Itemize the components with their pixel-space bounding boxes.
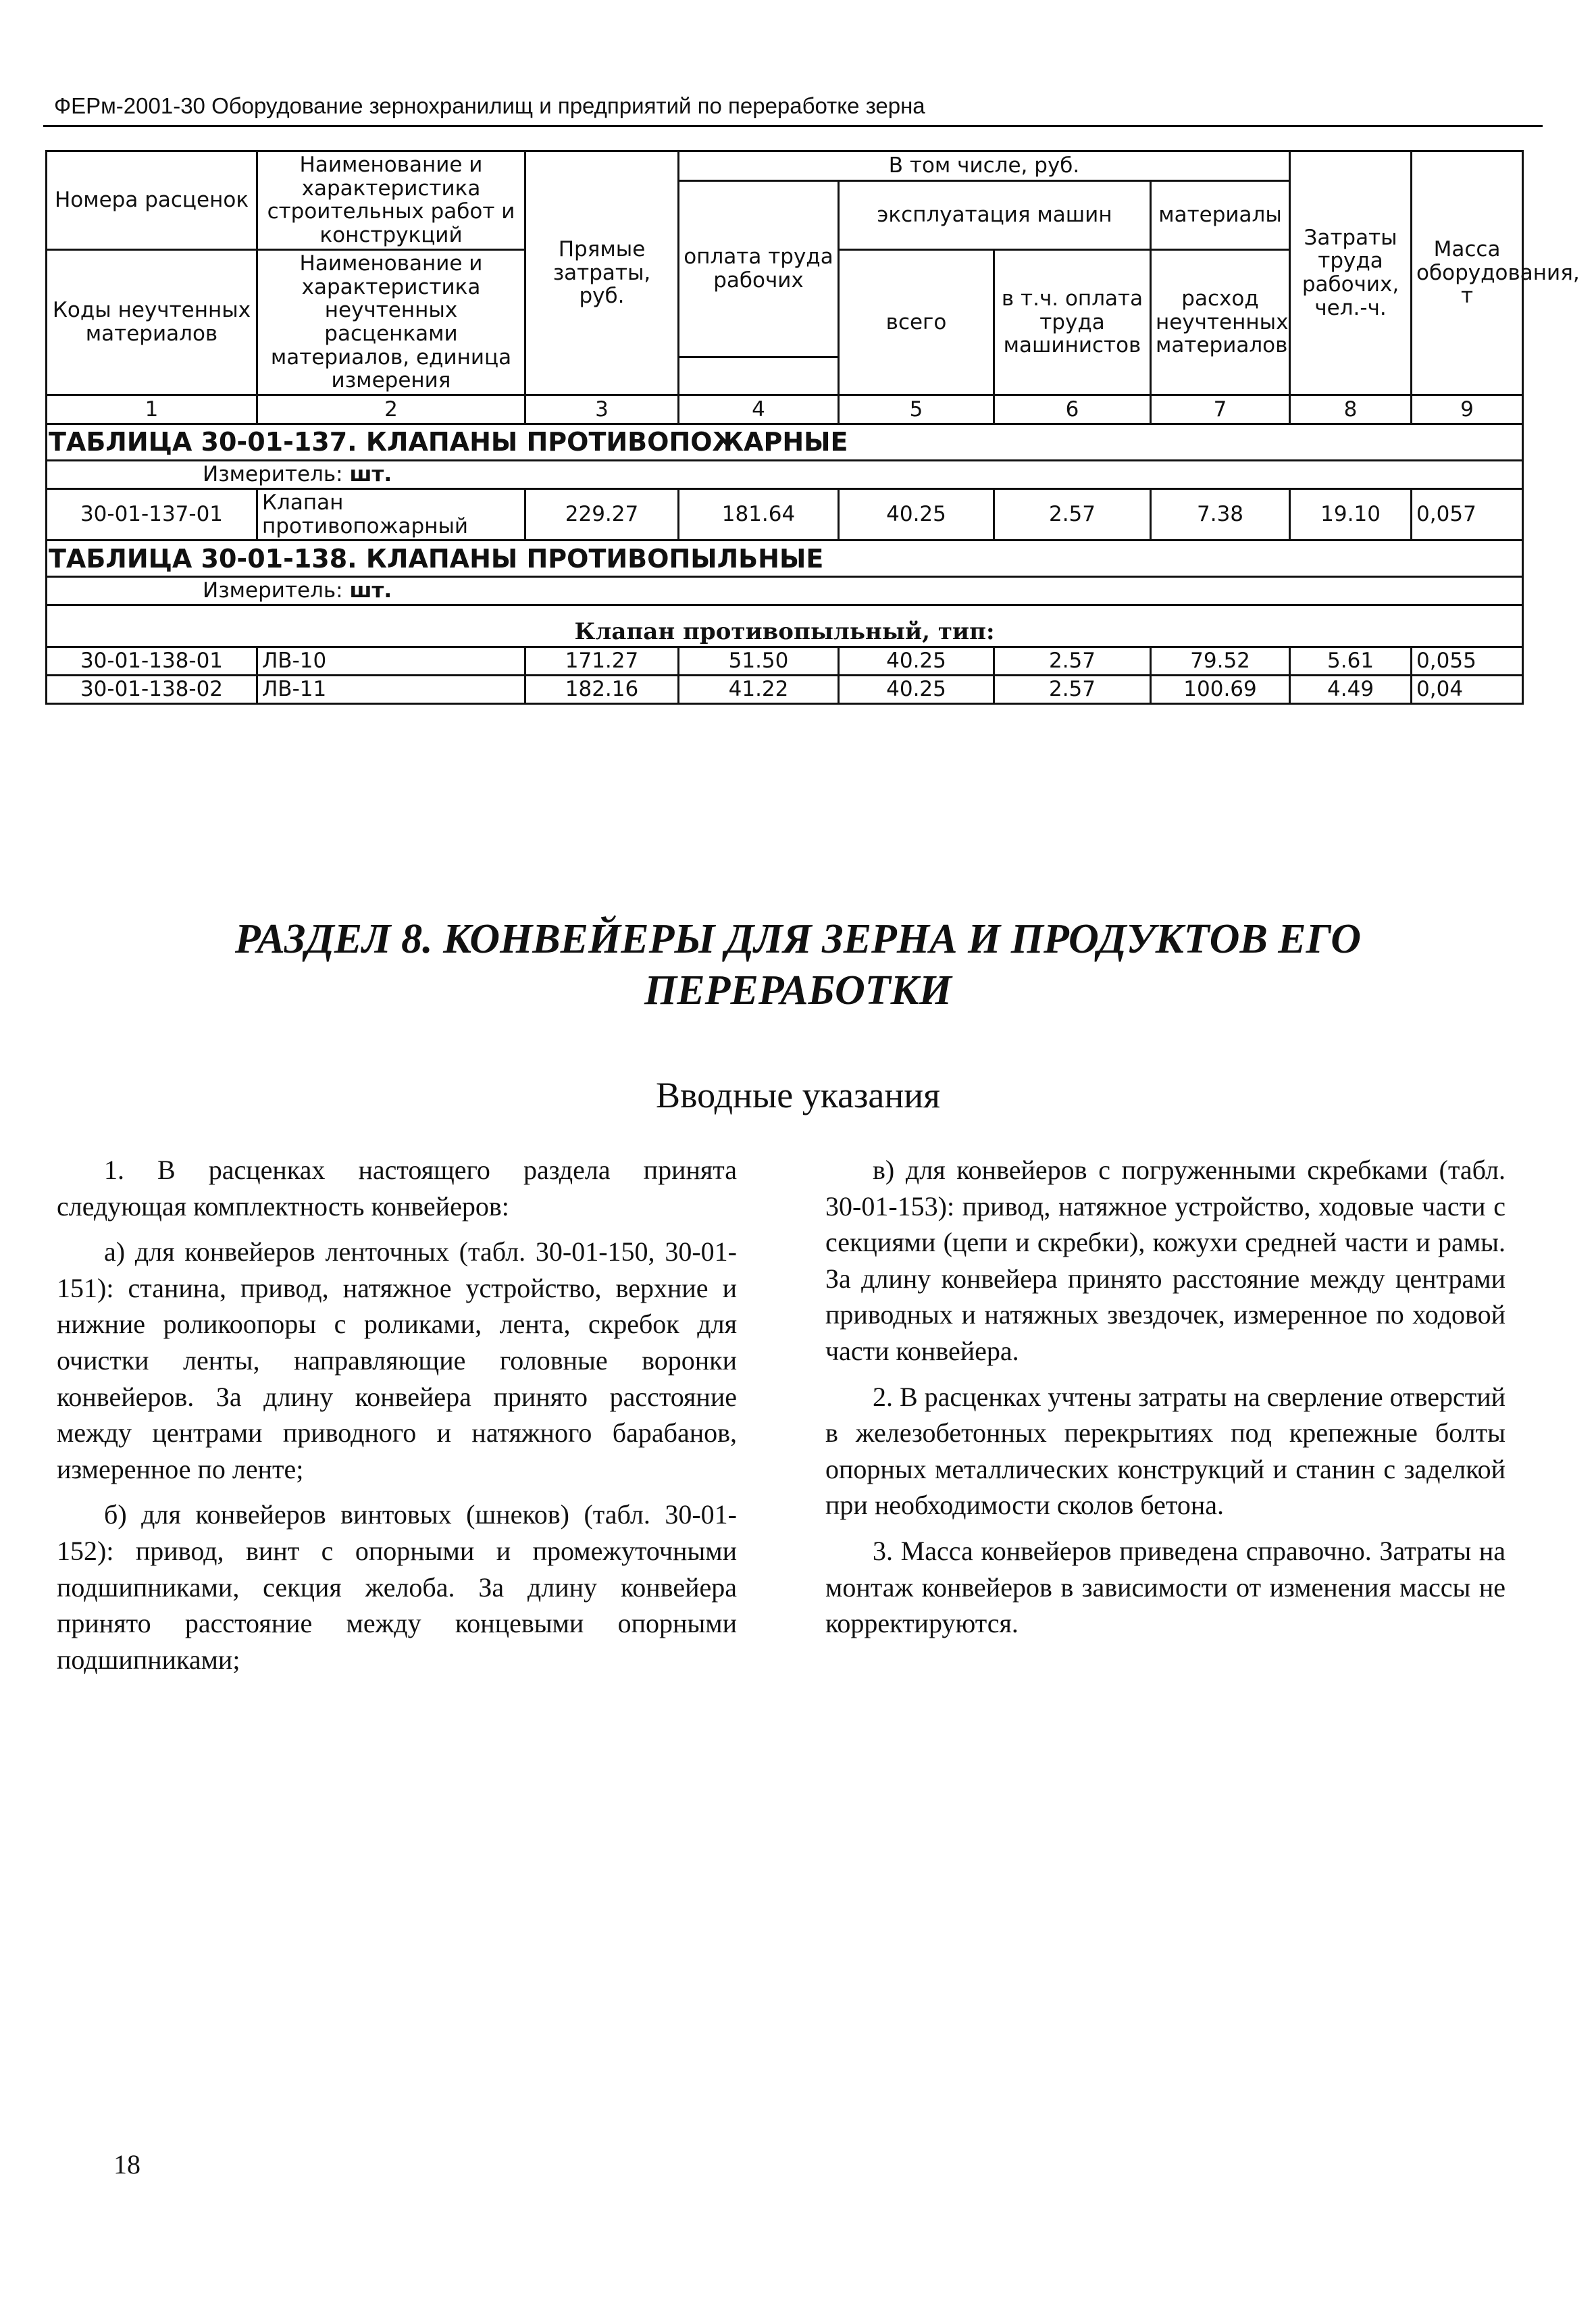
header-material-consumption: расход неучтенных материалов — [1151, 249, 1290, 395]
table-137-title: ТАБЛИЦА 30-01-137. КЛАПАНЫ ПРОТИВОПОЖАРНЫЕ — [47, 424, 1523, 461]
header-rate-numbers: Номера расценок — [47, 151, 257, 250]
header-material-codes: Коды неучтенных материалов — [47, 249, 257, 395]
table-row — [47, 647, 1523, 676]
materials-cost: 7.38 — [1151, 488, 1290, 540]
equipment-mass: 0,055 — [1412, 647, 1523, 676]
section-heading-line: ПЕРЕРАБОТКИ — [644, 967, 952, 1013]
machines-total: 40.25 — [839, 488, 994, 540]
header-row-1 — [47, 151, 1523, 181]
header-machine-operation: эксплуатация машин — [839, 181, 1151, 250]
paragraph: а) для конвейеров ленточных (табл. 30-01-150, 30-01-151): станина, привод, натяжное устройство, верхние и нижние роликоопоры с роликами, лента, скребок для очистки ленты, направляющие головные воронки конвейеров. За длину конвейера принято расстояние между центрами приводного и натяжного барабанов, измеренное по ленте; — [57, 1236, 737, 1484]
direct-costs: 229.27 — [525, 488, 679, 540]
work-name: Клапан противопожарный — [257, 488, 525, 540]
header-labor-costs: Затраты труда рабочих, чел.-ч. — [1290, 151, 1412, 395]
running-head: ФЕРм-2001-30 Оборудование зернохранилищ и предприятий по переработке зерна — [54, 93, 925, 118]
column-number: 6 — [994, 395, 1151, 424]
table-138-subheading: Клапан противопыльный, тип: — [47, 605, 1523, 647]
measure-unit: шт. — [349, 462, 392, 487]
worker-pay: 41.22 — [679, 675, 839, 703]
header-work-name: Наименование и характеристика строительных работ и конструкций — [257, 151, 525, 250]
table-138-subheading-row — [47, 605, 1523, 647]
section-heading-line: РАЗДЕЛ 8. КОНВЕЙЕРЫ ДЛЯ ЗЕРНА И ПРОДУКТОВ ЕГО — [234, 916, 1362, 962]
paragraph: 1. В расценках настоящего раздела принята следующая комплектность конвейеров: — [57, 1155, 737, 1222]
header-rule — [43, 125, 1543, 127]
rate-code: 30-01-138-01 — [47, 647, 257, 676]
table-row — [47, 675, 1523, 703]
operator-pay: 2.57 — [994, 675, 1151, 703]
paragraph: 3. Масса конвейеров приведена справочно. Затраты на монтаж конвейеров в зависимости от изменения массы не корректируются. — [825, 1535, 1505, 1639]
column-number: 8 — [1290, 395, 1412, 424]
rate-code: 30-01-137-01 — [47, 488, 257, 540]
header-equipment-mass: Масса оборудования, т — [1412, 151, 1523, 395]
header-operator-pay: в т.ч. оплата труда машинистов — [994, 249, 1151, 395]
worker-pay: 51.50 — [679, 647, 839, 676]
table-138-title: ТАБЛИЦА 30-01-138. КЛАПАНЫ ПРОТИВОПЫЛЬНЫЕ — [47, 540, 1523, 577]
column-number: 2 — [257, 395, 525, 424]
table-137-measure — [47, 461, 1523, 489]
column-number: 9 — [1412, 395, 1523, 424]
labor-hours: 5.61 — [1290, 647, 1412, 676]
text-column-left — [57, 1152, 737, 1687]
header-machines-total: всего — [839, 249, 994, 395]
column-number: 3 — [525, 395, 679, 424]
measure-label: Измеритель: — [203, 462, 343, 487]
measure-label: Измеритель: — [203, 578, 343, 603]
paragraph: б) для конвейеров винтовых (шнеков) (табл. 30-01-152): привод, винт с опорными и промежуточными подшипниками, секция желоба. За длину конвейера принято расстояние между концевыми опорными подшипниками; — [57, 1499, 737, 1675]
work-name: ЛВ-10 — [257, 647, 525, 676]
table-138-measure-row — [47, 577, 1523, 605]
direct-costs: 171.27 — [525, 647, 679, 676]
direct-costs: 182.16 — [525, 675, 679, 703]
column-number: 4 — [679, 395, 839, 424]
header-including: В том числе, руб. — [679, 151, 1290, 181]
page-number: 18 — [113, 2149, 140, 2180]
column-number: 5 — [839, 395, 994, 424]
machines-total: 40.25 — [839, 675, 994, 703]
header-material-name: Наименование и характеристика неучтенных расценками материалов, единица измерения — [257, 249, 525, 395]
column-number-row — [47, 395, 1523, 424]
equipment-mass: 0,04 — [1412, 675, 1523, 703]
rates-table — [45, 150, 1580, 705]
paragraph: 2. В расценках учтены затраты на сверление отверстий в железобетонных перекрытиях под крепежные болты опорных металлических конструкций и станин с заделкой при необходимости сколов бетона. — [825, 1381, 1506, 1521]
table-138-title-row — [47, 540, 1523, 577]
table-137-measure-row — [47, 461, 1523, 489]
column-number: 1 — [47, 395, 257, 424]
operator-pay: 2.57 — [994, 647, 1151, 676]
labor-hours: 4.49 — [1290, 675, 1412, 703]
materials-cost: 100.69 — [1151, 675, 1290, 703]
intro-title: Вводные указания — [655, 1075, 941, 1115]
table-138-measure — [47, 577, 1523, 605]
column-number: 7 — [1151, 395, 1290, 424]
work-name: ЛВ-11 — [257, 675, 525, 703]
machines-total: 40.25 — [839, 647, 994, 676]
text-column-right — [825, 1152, 1505, 1651]
header-direct-costs: Прямые затраты, руб. — [525, 151, 679, 395]
section-heading — [0, 913, 1596, 1016]
paragraph: в) для конвейеров с погруженными скребками (табл. 30-01-153): привод, натяжное устройство, ходовые части с секциями (цепи и скребки), кожухи средней части и рамы. За длину конвейера принято расстояние между центрами приводных и натяжных звездочек, измеренное по ходовой части конвейера. — [825, 1155, 1505, 1366]
rate-code: 30-01-138-02 — [47, 675, 257, 703]
materials-cost: 79.52 — [1151, 647, 1290, 676]
table-137-title-row — [47, 424, 1523, 461]
header-materials: материалы — [1151, 181, 1290, 250]
worker-pay: 181.64 — [679, 488, 839, 540]
header-worker-pay: оплата труда рабочих — [679, 181, 839, 357]
measure-unit: шт. — [349, 578, 392, 603]
equipment-mass: 0,057 — [1412, 488, 1523, 540]
labor-hours: 19.10 — [1290, 488, 1412, 540]
operator-pay: 2.57 — [994, 488, 1151, 540]
table-row — [47, 488, 1523, 540]
